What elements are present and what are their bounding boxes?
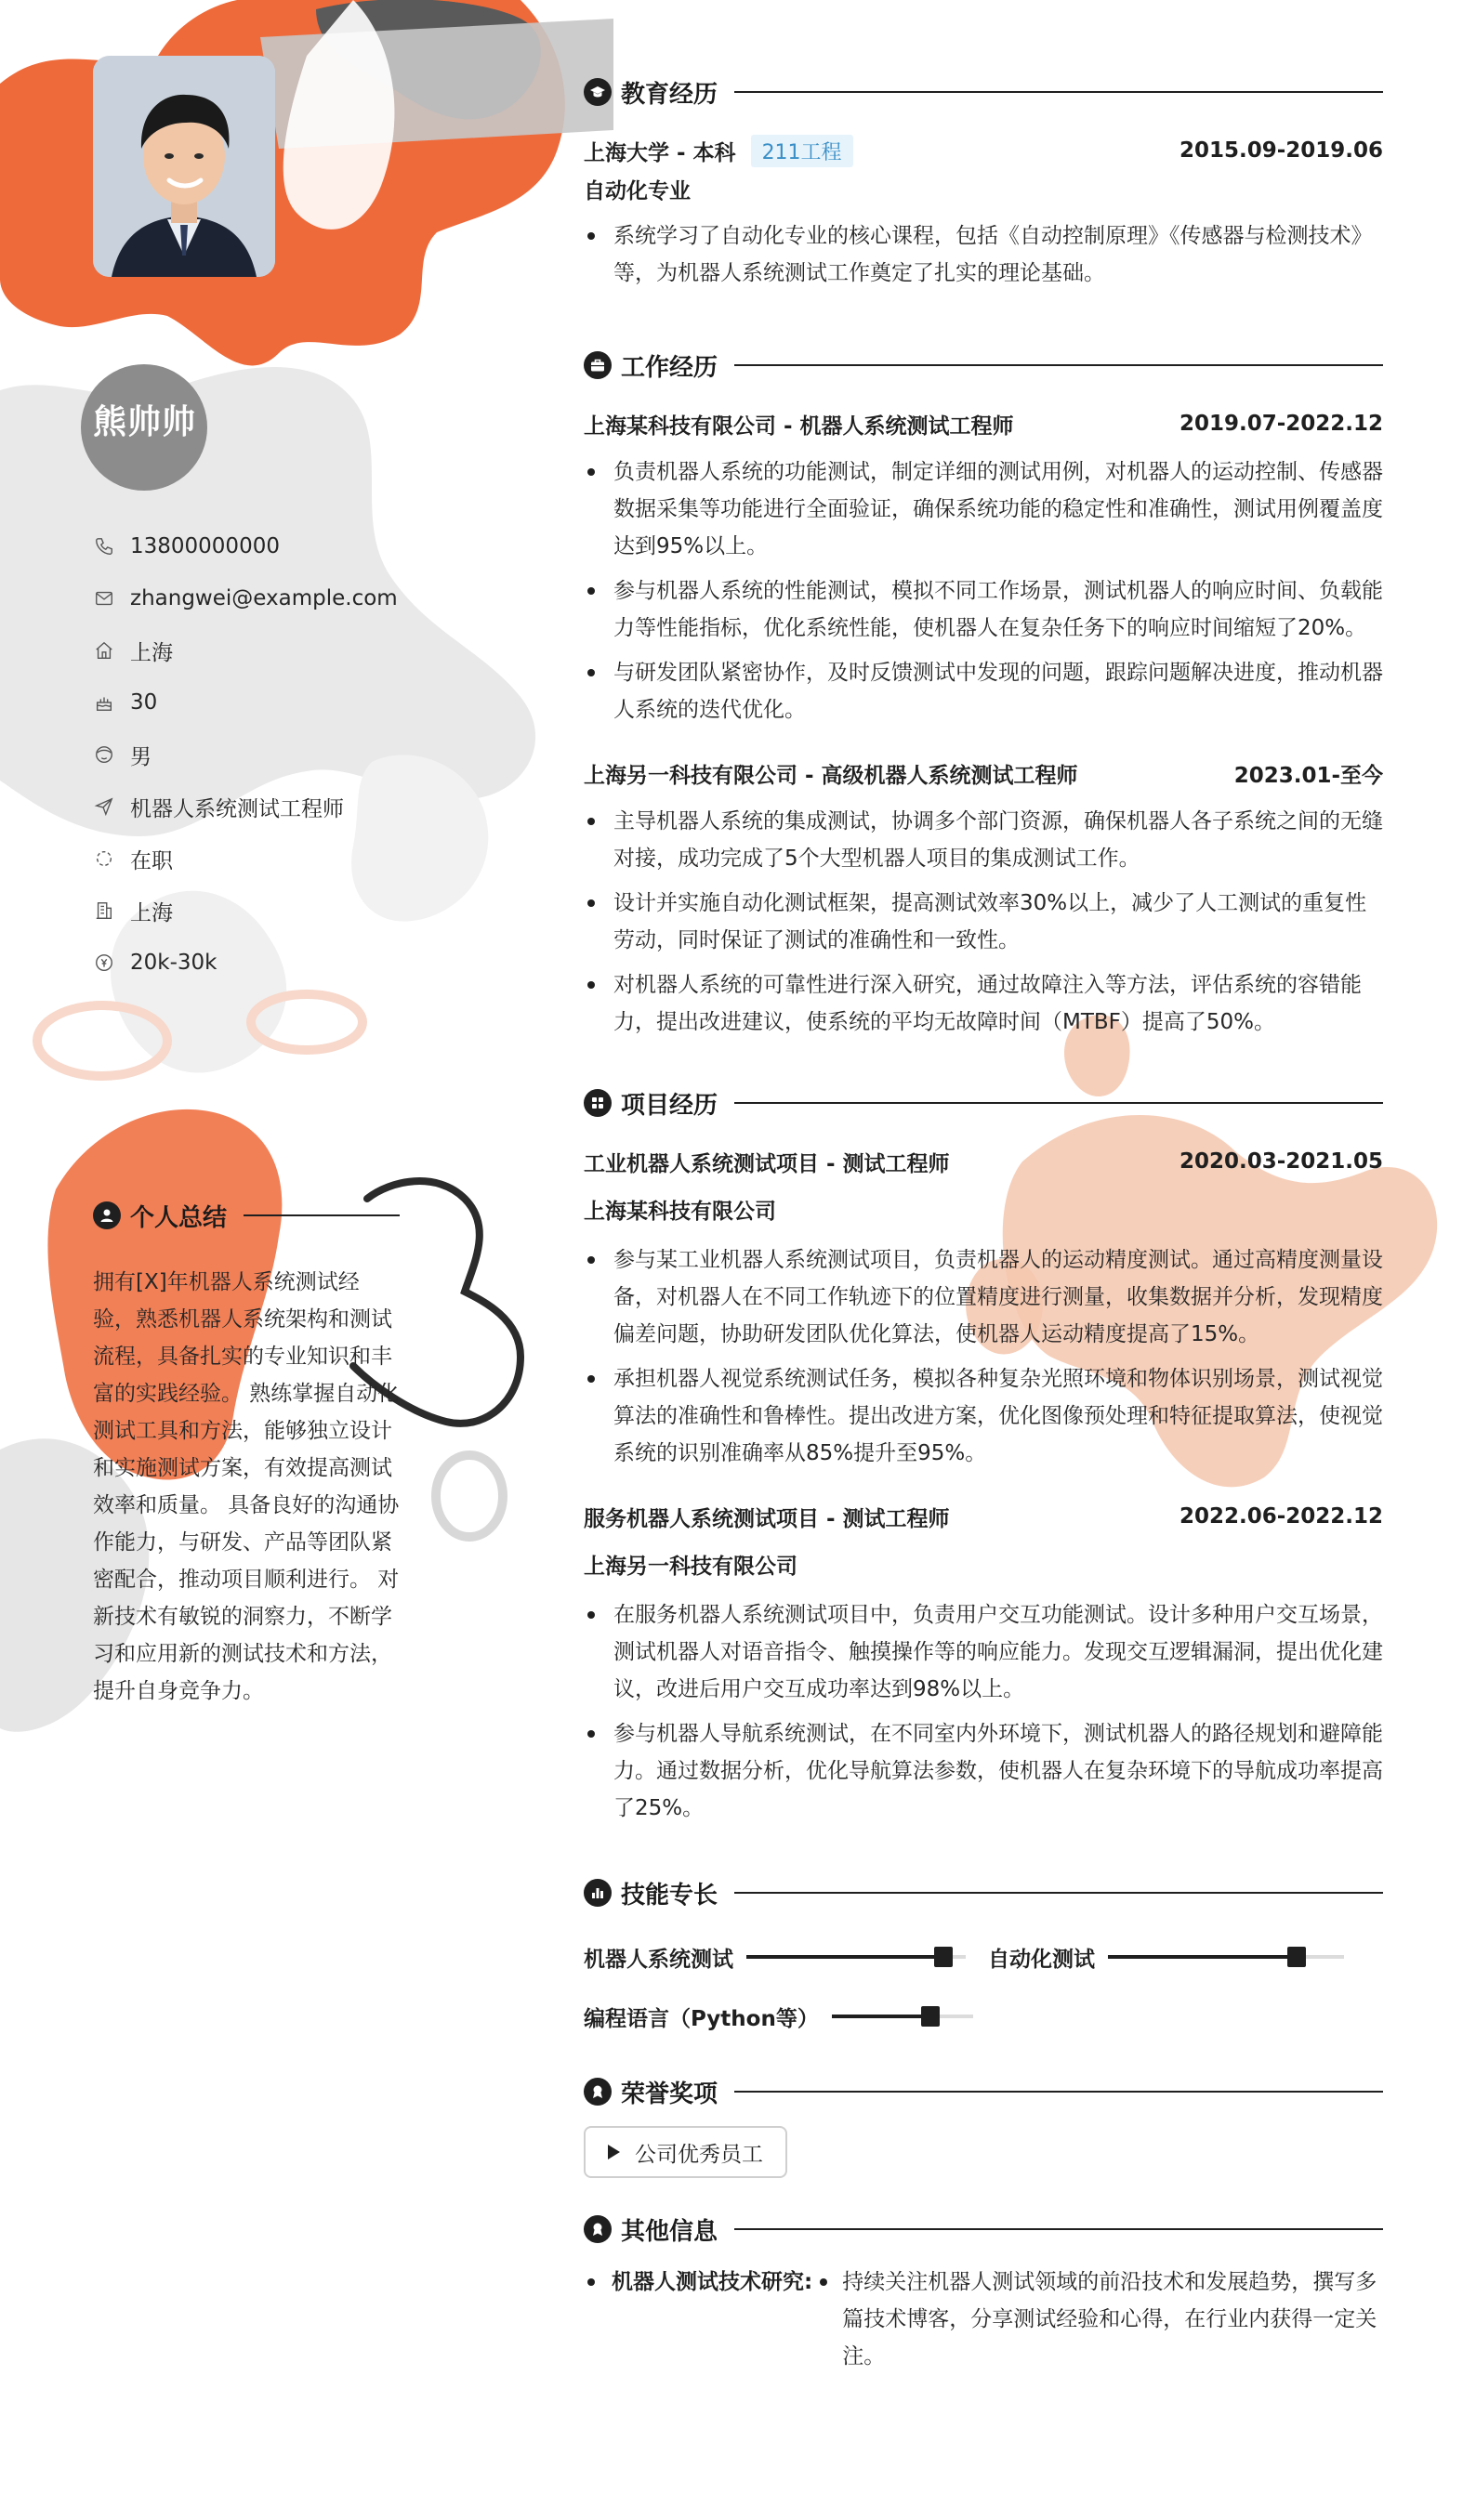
section-divider xyxy=(734,1892,1383,1894)
info-position: 机器人系统测试工程师 xyxy=(93,781,539,833)
project-name: 服务机器人系统测试项目 - 测试工程师 xyxy=(584,1506,950,1531)
user-icon xyxy=(93,1201,121,1229)
project-row xyxy=(584,1496,1383,1537)
education-row xyxy=(584,130,1383,171)
school-tag: 211工程 xyxy=(751,135,853,167)
status-icon xyxy=(93,847,115,870)
project-row xyxy=(584,1141,1383,1182)
list-item: 参与机器人导航系统测试，在不同室内外环境下，测试机器人的路径规划和避障能力。通过数据分析，优化导航算法参数，使机器人在复杂环境下的导航成功率提高了25%。 xyxy=(584,1715,1383,1827)
education-major: 自动化专业 xyxy=(584,179,691,203)
honor-badge xyxy=(584,2126,787,2178)
project-company: 上海另一科技有限公司 xyxy=(584,1555,797,1579)
info-city: 上海 xyxy=(93,885,539,937)
list-item: 对机器人系统的可靠性进行深入研究，通过故障注入等方法，评估系统的容错能力，提出改进建议，使系统的平均无故障时间（MTBF）提高了50%。 xyxy=(584,966,1383,1041)
summary-section-header xyxy=(93,1197,400,1234)
skill-bar-fill xyxy=(746,1955,943,1959)
list-item: 与研发团队紧密协作，及时反馈测试中发现的问题，跟踪问题解决进度，推动机器人系统的迭代优化。 xyxy=(584,654,1383,728)
education-date: 2015.09-2019.06 xyxy=(1179,138,1383,163)
job-bullets xyxy=(584,453,1383,728)
skill-bar-fill xyxy=(832,2015,930,2018)
job-date: 2023.01-至今 xyxy=(1233,763,1383,788)
skill-bar-knob xyxy=(1287,1947,1306,1967)
bar-chart-icon xyxy=(584,1879,612,1907)
list-item: 参与某工业机器人系统测试项目，负责机器人的运动精度测试。通过高精度测量设备，对机器人在不同工作轨迹下的位置精度进行测量，收集数据并分析，发现精度偏差问题，协助研发团队优化算法，使机器人运动精度提高了15%。 xyxy=(584,1241,1383,1353)
other-item xyxy=(584,2264,1383,2375)
skill-bar xyxy=(1108,1955,1344,1959)
skill-name: 自动化测试 xyxy=(988,1947,1095,1972)
building-icon xyxy=(93,899,115,922)
list-item: 主导机器人系统的集成测试，协调多个部门资源，确保机器人各子系统之间的无缝对接，成功完成了5个大型机器人项目的集成测试工作。 xyxy=(584,803,1383,877)
award-icon xyxy=(584,2215,612,2243)
contact-info xyxy=(93,520,539,989)
skill-bar-knob xyxy=(921,2006,940,2027)
main-content xyxy=(584,71,1383,2375)
bullet-dot xyxy=(587,2278,595,2286)
project-name: 工业机器人系统测试项目 - 测试工程师 xyxy=(584,1151,950,1176)
list-item: 负责机器人系统的功能测试，制定详细的测试用例，对机器人的运动控制、传感器数据采集等功能进行全面验证，确保系统功能的稳定性和准确性，测试用例覆盖度达到95%以上。 xyxy=(584,453,1383,565)
award-icon xyxy=(584,2078,612,2106)
honors-title: 荣誉奖项 xyxy=(621,2080,718,2108)
cake-icon xyxy=(93,691,115,714)
phone-icon xyxy=(93,535,115,558)
info-email: zhangwei@example.com xyxy=(93,572,539,624)
summary-title: 个人总结 xyxy=(130,1203,228,1232)
job-row xyxy=(584,753,1383,794)
honor-label: 公司优秀员工 xyxy=(635,2142,763,2167)
section-divider xyxy=(244,1214,400,1216)
honors-section xyxy=(584,2070,1383,2178)
info-gender: 男 xyxy=(93,728,539,781)
projects-section xyxy=(584,1082,1383,1827)
project-company: 上海某科技有限公司 xyxy=(584,1200,776,1224)
list-item: 承担机器人视觉系统测试任务，模拟各种复杂光照环境和物体识别场景，测试视觉算法的准确性和鲁棒性。提出改进方案，优化图像预处理和特征提取算法，使视觉系统的识别准确率从85%提升至95%。 xyxy=(584,1360,1383,1472)
project-bullets xyxy=(584,1241,1383,1472)
salary-icon xyxy=(93,952,115,974)
graduation-cap-icon xyxy=(584,78,612,106)
education-title: 教育经历 xyxy=(621,80,718,109)
skills-section xyxy=(584,1871,1383,2046)
job-company: 上海某科技有限公司 - 机器人系统测试工程师 xyxy=(584,413,1014,439)
skill-bar-knob xyxy=(934,1947,953,1967)
summary-text: 拥有[X]年机器人系统测试经验，熟悉机器人系统架构和测试流程，具备扎实的专业知识和丰富的实践经验。 熟练掌握自动化测试工具和方法，能够独立设计和实施测试方案，有效提高测试效率和质量。 具备良好的沟通协作能力，与研发、产品等团队紧密配合，推动项目顺利进行。 对新技术有敏锐的洞察力，不断学习和应用新的测试技术和方法，提升自身竞争力。 xyxy=(93,1270,400,1703)
skill-bar xyxy=(832,2015,973,2018)
education-bullets xyxy=(584,217,1383,292)
job-bullets xyxy=(584,803,1383,1041)
home-icon xyxy=(93,639,115,662)
info-salary: 20k-30k xyxy=(93,937,539,989)
work-header xyxy=(584,344,1383,387)
projects-header xyxy=(584,1082,1383,1124)
education-header xyxy=(584,71,1383,113)
section-divider xyxy=(734,91,1383,93)
work-section xyxy=(584,344,1383,1041)
play-icon xyxy=(608,2145,620,2159)
info-status: 在职 xyxy=(93,833,539,885)
skills-list xyxy=(584,1927,1383,2046)
projects-title: 项目经历 xyxy=(621,1091,718,1120)
send-icon xyxy=(93,795,115,818)
list-item: 在服务机器人系统测试项目中，负责用户交互功能测试。设计多种用户交互场景，测试机器人对语音指令、触摸操作等的响应能力。发现交互逻辑漏洞，提出优化建议，改进后用户交互成功率达到98%以上。 xyxy=(584,1596,1383,1708)
skill-item xyxy=(584,1927,966,1987)
other-section xyxy=(584,2208,1383,2375)
info-age: 30 xyxy=(93,676,539,728)
project-bullets xyxy=(584,1596,1383,1827)
skill-bar-fill xyxy=(1108,1955,1297,1959)
other-header xyxy=(584,2208,1383,2251)
school-name: 上海大学 - 本科 xyxy=(584,140,736,165)
job-row xyxy=(584,403,1383,444)
skill-bar xyxy=(746,1955,966,1959)
education-section xyxy=(584,71,1383,292)
honors-header xyxy=(584,2070,1383,2113)
profile-photo xyxy=(93,56,275,277)
job-company: 上海另一科技有限公司 - 高级机器人系统测试工程师 xyxy=(584,763,1078,788)
list-item: 系统学习了自动化专业的核心课程，包括《自动控制原理》《传感器与检测技术》等，为机器人系统测试工作奠定了扎实的理论基础。 xyxy=(584,217,1383,292)
work-title: 工作经历 xyxy=(621,353,718,382)
face-icon xyxy=(93,743,115,766)
section-divider xyxy=(734,1102,1383,1104)
info-location: 上海 xyxy=(93,624,539,676)
skill-item xyxy=(988,1927,1344,1987)
grid-icon xyxy=(584,1089,612,1117)
project-date: 2022.06-2022.12 xyxy=(1179,1504,1383,1529)
skills-title: 技能专长 xyxy=(621,1881,718,1910)
person-name: 熊帅帅 xyxy=(93,403,197,441)
skill-name: 编程语言（Python等） xyxy=(584,2006,819,2031)
mail-icon xyxy=(93,587,115,610)
skills-header xyxy=(584,1871,1383,1914)
list-item: 设计并实施自动化测试框架，提高测试效率30%以上，减少了人工测试的重复性劳动，同时保证了测试的准确性和一致性。 xyxy=(584,885,1383,959)
project-date: 2020.03-2021.05 xyxy=(1179,1149,1383,1174)
skill-item xyxy=(584,1987,973,2046)
section-divider xyxy=(734,2228,1383,2230)
section-divider xyxy=(734,364,1383,366)
info-phone: 13800000000 xyxy=(93,520,539,572)
other-title: 其他信息 xyxy=(621,2217,718,2246)
job-date: 2019.07-2022.12 xyxy=(1179,412,1383,436)
section-divider xyxy=(734,2091,1383,2093)
other-label: 机器人测试技术研究: xyxy=(612,2270,813,2294)
skill-name: 机器人系统测试 xyxy=(584,1947,733,1972)
briefcase-icon xyxy=(584,351,612,379)
other-text: 持续关注机器人测试领域的前沿技术和发展趋势，撰写多篇技术博客，分享测试经验和心得，在行业内获得一定关注。 xyxy=(812,2264,1383,2375)
list-item: 参与机器人系统的性能测试，模拟不同工作场景，测试机器人的响应时间、负载能力等性能指标，优化系统性能，使机器人在复杂任务下的响应时间缩短了20%。 xyxy=(584,572,1383,647)
